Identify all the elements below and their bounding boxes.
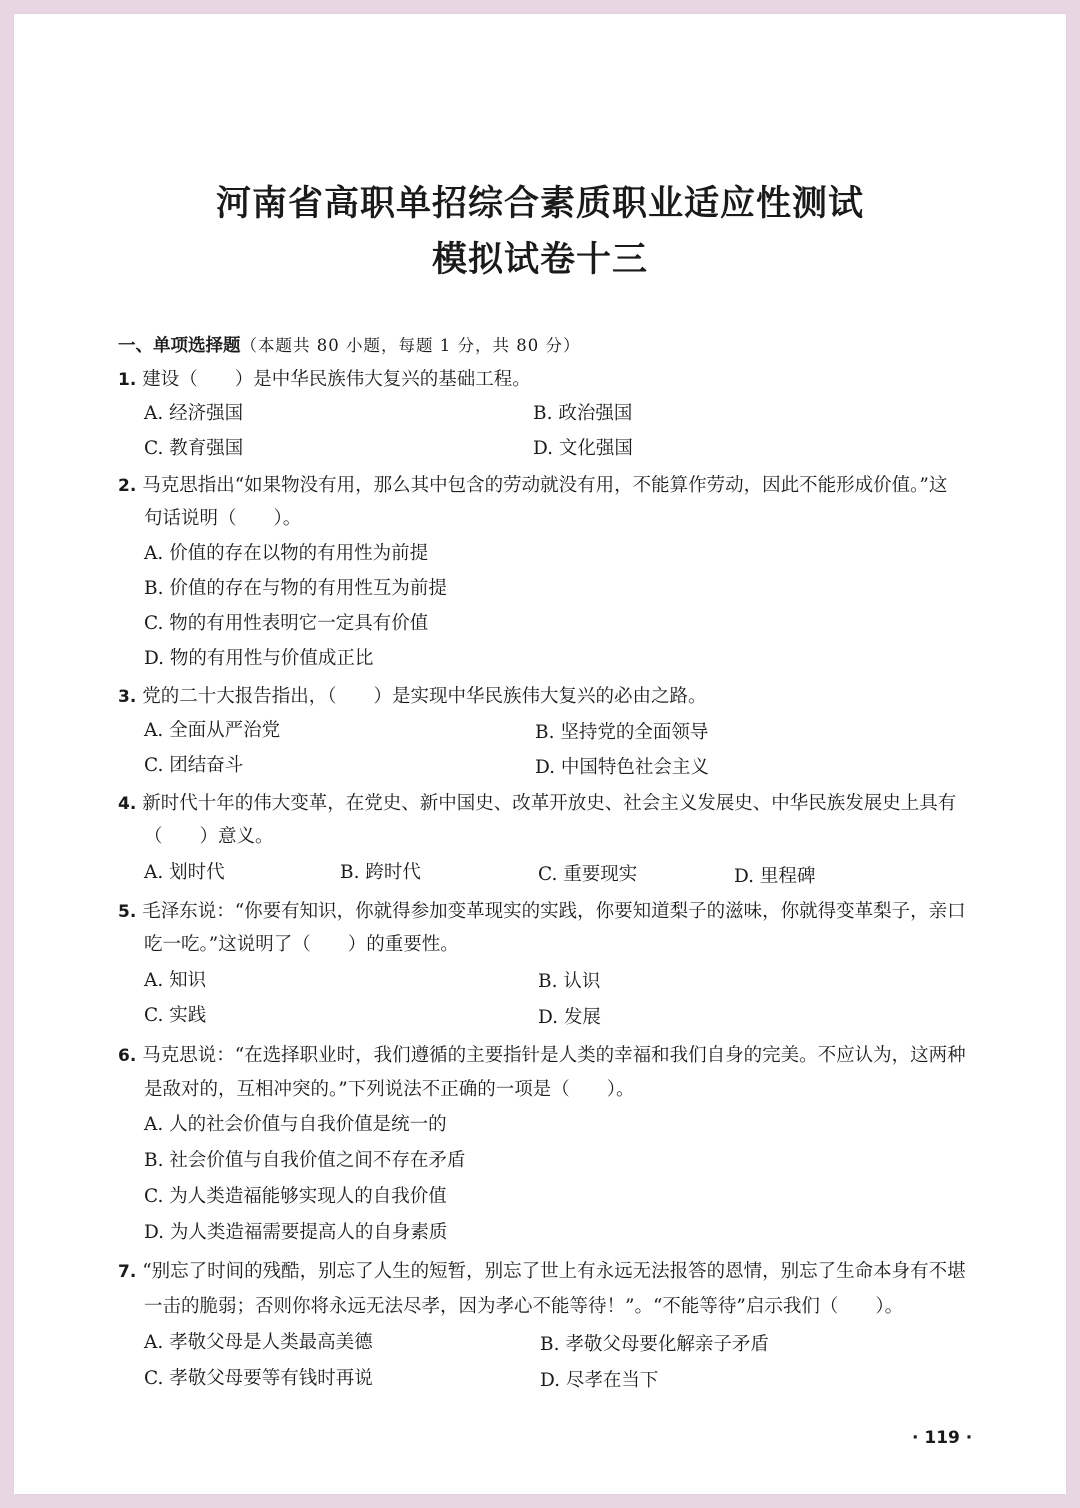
- section-header: [118, 334, 580, 358]
- question-2-line-2: 句话说明（ ）。: [144, 508, 302, 529]
- question-3-stem: [118, 685, 706, 709]
- page-number: · 119 ·: [912, 1428, 973, 1448]
- question-1-line-1: 建设（ ）是中华民族伟大复兴的基础工程。: [142, 369, 531, 390]
- question-1-option-d: D. 文化强国: [533, 438, 633, 459]
- question-5-option-a: A. 知识: [144, 970, 207, 991]
- question-3-option-b: B. 坚持党的全面领导: [535, 722, 709, 743]
- exam-title: 河南省高职单招综合素质职业适应性测试: [215, 183, 864, 224]
- question-2-option-b: B. 价值的存在与物的有用性互为前提: [144, 578, 447, 599]
- question-5-number: 5.: [118, 902, 137, 922]
- question-6-number: 6.: [118, 1046, 137, 1066]
- question-6-line-1: 马克思说：“在选择职业时，我们遵循的主要指针是人类的幸福和我们自身的完美。不应认为，这两种: [142, 1045, 966, 1066]
- section-label: 一、单项选择题: [118, 336, 241, 356]
- question-6-line-2: 是敌对的，互相冲突的。”下列说法不正确的一项是（ ）。: [144, 1079, 635, 1100]
- question-2-option-a: A. 价值的存在以物的有用性为前提: [144, 543, 429, 564]
- question-1-number: 1.: [118, 370, 137, 390]
- question-3-option-c: C. 团结奋斗: [144, 755, 244, 776]
- question-1-option-a: A. 经济强国: [144, 403, 244, 424]
- question-4-option-b: B. 跨时代: [340, 862, 421, 883]
- question-1-stem: [118, 368, 531, 392]
- question-7-line-1: “别忘了时间的残酷，别忘了人生的短暂，别忘了世上有永远无法报答的恩情，别忘了生命本身有不堪: [142, 1261, 966, 1282]
- question-5-option-c: C. 实践: [144, 1005, 207, 1026]
- question-4-number: 4.: [118, 794, 137, 814]
- question-2-option-c: C. 物的有用性表明它一定具有价值: [144, 613, 429, 634]
- question-7-option-c: C. 孝敬父母要等有钱时再说: [144, 1368, 373, 1389]
- question-4-option-d: D. 里程碑: [734, 866, 816, 887]
- question-4-option-c: C. 重要现实: [538, 864, 638, 885]
- question-2-line-1: 马克思指出“如果物没有用，那么其中包含的劳动就没有用，不能算作劳动，因此不能形成价值。”这: [142, 475, 948, 496]
- question-7-number: 7.: [118, 1262, 137, 1282]
- question-3-number: 3.: [118, 687, 137, 707]
- question-6-option-b: B. 社会价值与自我价值之间不存在矛盾: [144, 1150, 466, 1171]
- question-2-number: 2.: [118, 476, 137, 496]
- question-2-option-d: D. 物的有用性与价值成正比: [144, 648, 374, 669]
- question-4-line-2: （ ）意义。: [144, 826, 274, 847]
- question-7-option-a: A. 孝敬父母是人类最高美德: [144, 1332, 373, 1353]
- question-3-line-1: 党的二十大报告指出，（ ）是实现中华民族伟大复兴的必由之路。: [142, 686, 707, 707]
- question-7-option-b: B. 孝敬父母要化解亲子矛盾: [540, 1334, 769, 1355]
- question-1-option-b: B. 政治强国: [533, 403, 633, 424]
- question-1-option-c: C. 教育强国: [144, 438, 244, 459]
- question-4-stem: [118, 792, 956, 816]
- question-7-option-d: D. 尽孝在当下: [540, 1370, 659, 1391]
- question-2-stem: [118, 474, 947, 498]
- question-5-line-2: 吃一吃。”这说明了（ ）的重要性。: [144, 934, 459, 955]
- question-5-option-b: B. 认识: [538, 971, 601, 992]
- question-4-line-1: 新时代十年的伟大变革，在党史、新中国史、改革开放史、社会主义发展史、中华民族发展史上具有: [142, 793, 957, 814]
- question-4-option-a: A. 划时代: [144, 862, 225, 883]
- exam-subtitle: 模拟试卷十三: [431, 239, 648, 280]
- question-5-stem: [118, 900, 966, 924]
- question-6-option-c: C. 为人类造福能够实现人的自我价值: [144, 1186, 447, 1207]
- question-5-line-1: 毛泽东说：“你要有知识，你就得参加变革现实的实践，你要知道梨子的滋味，你就得变革梨子，亲口: [142, 901, 966, 922]
- question-7-line-2: 一击的脆弱；否则你将永远无法尽孝，因为孝心不能等待！”。“不能等待”启示我们（ ）。: [144, 1296, 904, 1317]
- section-note: （本题共 80 小题，每题 1 分，共 80 分）: [240, 336, 581, 355]
- question-3-option-d: D. 中国特色社会主义: [535, 757, 709, 778]
- question-5-option-d: D. 发展: [538, 1007, 601, 1028]
- question-3-option-a: A. 全面从严治党: [144, 720, 281, 741]
- question-7-stem: [118, 1260, 966, 1284]
- question-6-stem: [118, 1044, 966, 1068]
- question-6-option-a: A. 人的社会价值与自我价值是统一的: [144, 1114, 447, 1135]
- question-6-option-d: D. 为人类造福需要提高人的自身素质: [144, 1222, 448, 1243]
